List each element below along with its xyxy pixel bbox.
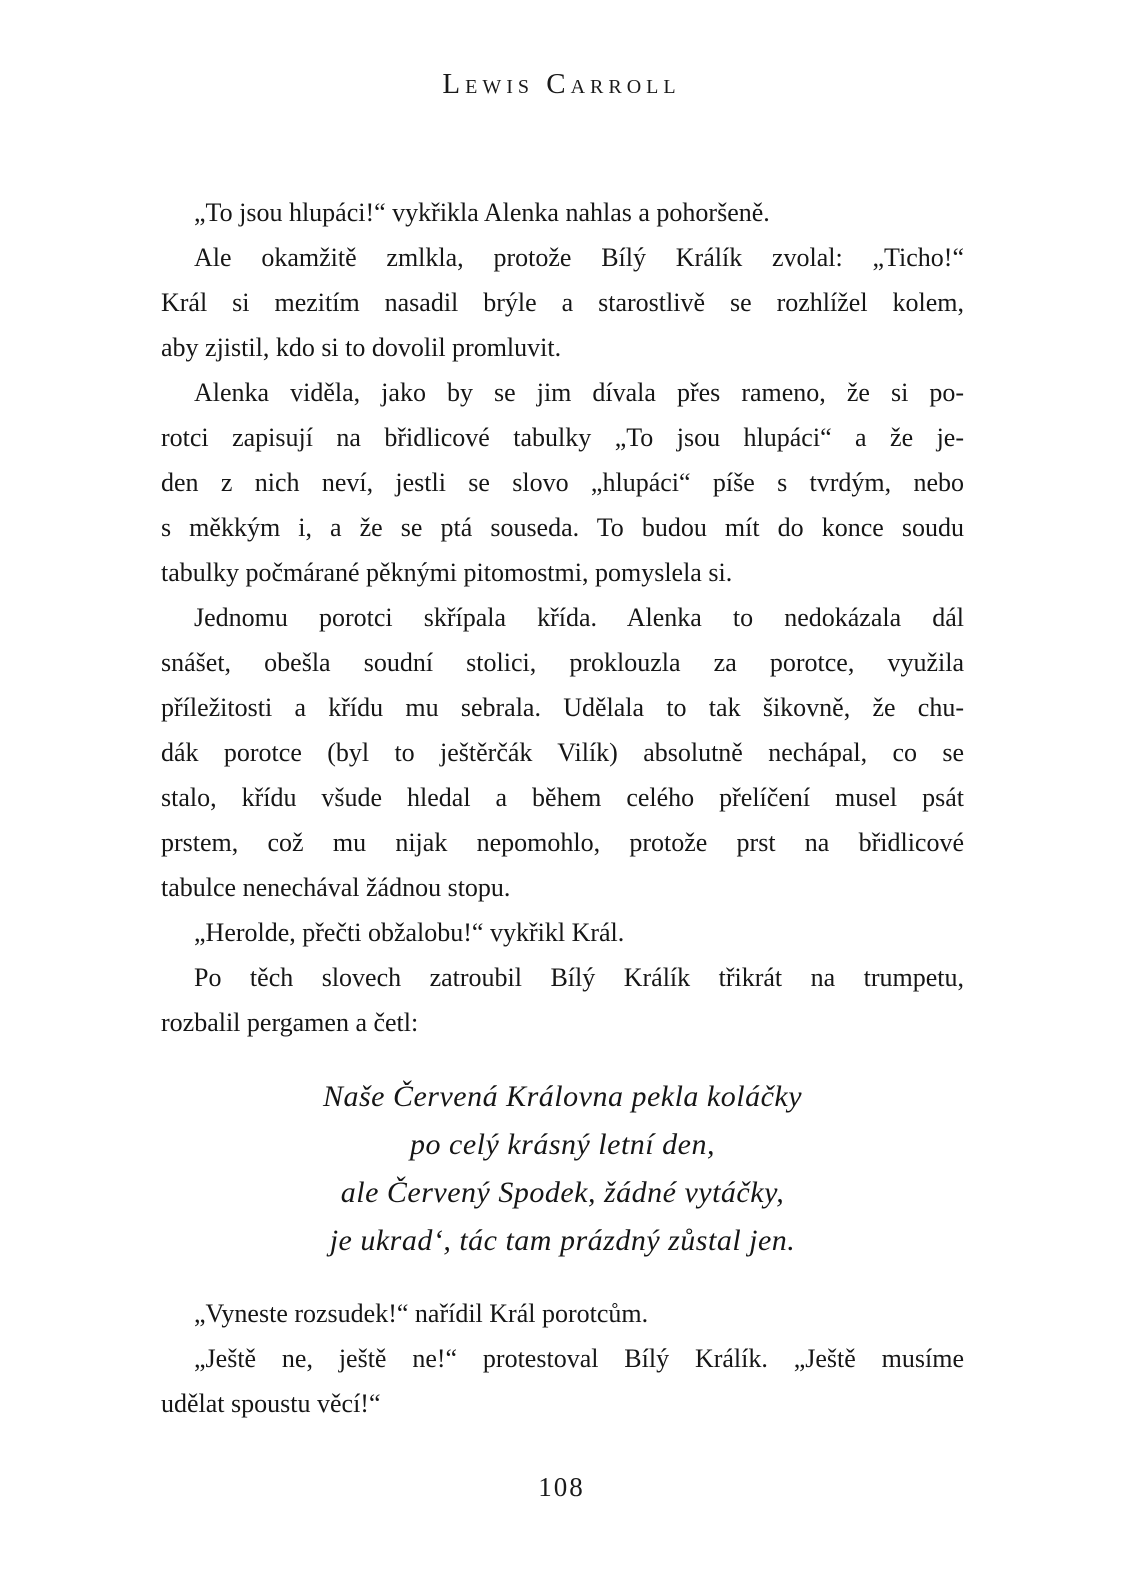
- text-line: stalo, křídu všude hledal a během celého přelíčení musel psát: [161, 783, 964, 812]
- poem-line: ale Červený Spodek, žádné vytáčky,: [340, 1176, 785, 1209]
- poem-line: po celý krásný letní den,: [410, 1128, 715, 1161]
- running-header-author: Lewis Carroll: [442, 68, 681, 100]
- text-line: „To jsou hlupáci!“ vykřikla Alenka nahlas a pohoršeně.: [194, 198, 770, 227]
- text-line: „Ještě ne, ještě ne!“ protestoval Bílý Králík. „Ještě musíme: [194, 1344, 964, 1373]
- text-line: „Herolde, přečti obžalobu!“ vykřikl Král.: [194, 918, 625, 947]
- poem-line: Naše Červená Královna pekla koláčky: [322, 1080, 803, 1113]
- text-column: [161, 190, 964, 1426]
- verse-block: [161, 1073, 964, 1265]
- paragraph: [161, 235, 964, 370]
- text-line: rozbalil pergamen a četl:: [161, 1008, 419, 1037]
- paragraph: [161, 595, 964, 910]
- text-line: „Vyneste rozsudek!“ nařídil Král porotcům.: [194, 1299, 649, 1328]
- paragraph: [161, 370, 964, 595]
- text-line: aby zjistil, kdo si to dovolil promluvit.: [161, 333, 562, 362]
- text-line: Alenka viděla, jako by se jim dívala přes rameno, že si po-: [194, 378, 964, 407]
- text-line: Král si mezitím nasadil brýle a starostlivě se rozhlížel kolem,: [161, 288, 964, 317]
- text-line: udělat spoustu věcí!“: [161, 1389, 381, 1418]
- poem-line: je ukrad‘, tác tam prázdný zůstal jen.: [329, 1224, 796, 1257]
- text-line: prstem, což mu nijak nepomohlo, protože prst na břidlicové: [161, 828, 964, 857]
- text-line: dák porotce (byl to ještěrčák Vilík) absolutně nechápal, co se: [161, 738, 964, 767]
- text-line: rotci zapisují na břidlicové tabulky „To jsou hlupáci“ a že je-: [161, 423, 964, 452]
- text-line: tabulky počmárané pěknými pitomostmi, pomyslela si.: [161, 558, 733, 587]
- text-line: Jednomu porotci skřípala křída. Alenka to nedokázala dál: [194, 603, 964, 632]
- text-line: s měkkým i, a že se ptá souseda. To budou mít do konce soudu: [161, 513, 964, 542]
- paragraph: [161, 1291, 964, 1336]
- text-line: příležitosti a křídu mu sebrala. Udělala to tak šikovně, že chu-: [161, 693, 964, 722]
- text-line: Po těch slovech zatroubil Bílý Králík třikrát na trumpetu,: [194, 963, 964, 992]
- paragraph: [161, 910, 964, 955]
- paragraph: [161, 955, 964, 1045]
- paragraph: [161, 190, 964, 235]
- page-number: 108: [538, 1472, 585, 1502]
- text-line: den z nich neví, jestli se slovo „hlupáci“ píše s tvrdým, nebo: [161, 468, 964, 497]
- text-line: tabulce nenechával žádnou stopu.: [161, 873, 511, 902]
- paragraph: [161, 1336, 964, 1426]
- text-line: Ale okamžitě zmlkla, protože Bílý Králík zvolal: „Ticho!“: [194, 243, 964, 272]
- text-line: snášet, obešla soudní stolici, proklouzla za porotce, využila: [161, 648, 964, 677]
